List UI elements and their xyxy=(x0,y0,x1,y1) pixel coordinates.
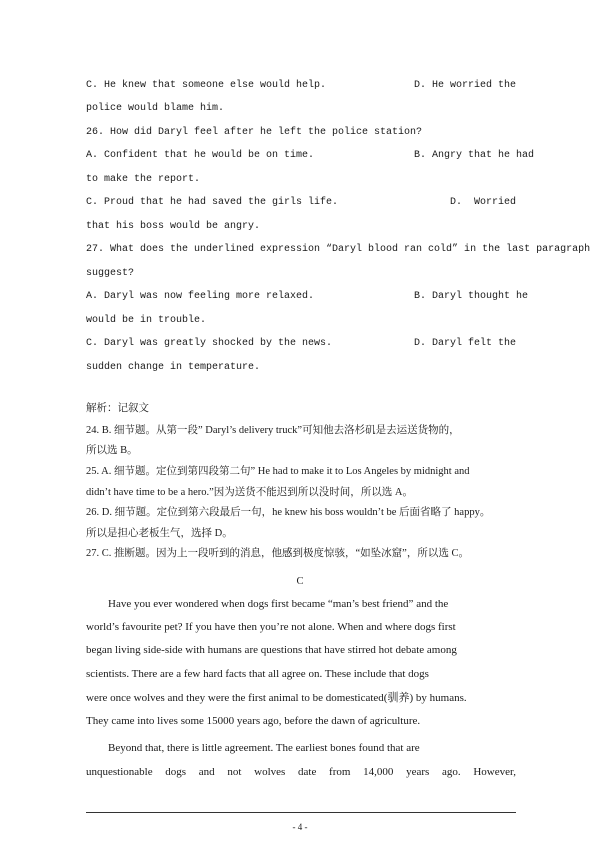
q27-stem: 27. What does the underlined expression “Daryl blood ran cold” in the last paragraph xyxy=(86,244,591,255)
q25-option-d xyxy=(414,79,516,93)
analysis-heading: 解析：记叙文 xyxy=(86,403,149,414)
passage-p1-line5: were once wolves and they were the first animal to be domesticated(驯养) by humans. xyxy=(86,692,467,704)
q27-option-d-part: felt xyxy=(467,338,492,349)
q27-option-d xyxy=(414,337,516,351)
page-number: - 4 - xyxy=(292,822,308,832)
analysis-24-line1: 24. B. 细节题。从第一段” Daryl’s delivery truck”可知他去洛杉矶是去运送货物的， xyxy=(86,425,460,436)
analysis-25-line1: 25. A. 细节题。定位到第四段第二句” He had to make it to Los Angeles by midnight and xyxy=(86,466,470,477)
footer-divider xyxy=(86,812,516,813)
analysis-27-line1: 27. C. 推断题。因为上一段听到的消息，他感到极度惊骇，“如坠冰窟”，所以选 C。 xyxy=(86,548,469,559)
q26-option-d-part: D. xyxy=(450,197,463,208)
passage-p1-line3: began living side-side with humans are questions that have stirred hot debate among xyxy=(86,644,457,656)
q27-option-b-continued: would be in trouble. xyxy=(86,315,207,326)
q26-option-d-continued: that his boss would be angry. xyxy=(86,221,261,232)
q27-option-d-part: D. xyxy=(414,338,427,349)
analysis-25-line2: didn’t have time to be a hero.”因为送货不能迟到所以没时间，所以选 A。 xyxy=(86,487,414,498)
q27-option-c: C. Daryl was greatly shocked by the news. xyxy=(86,338,333,349)
q25-option-d-part: the xyxy=(497,80,516,91)
section-letter: C xyxy=(296,576,304,587)
passage-p2-line1: Beyond that, there is little agreement. The earliest bones found that are xyxy=(108,742,420,754)
q26-option-c: C. Proud that he had saved the girls life. xyxy=(86,197,339,208)
q27-option-d-part: Daryl xyxy=(431,338,462,349)
q26-stem: 26. How did Daryl feel after he left the police station? xyxy=(86,127,423,138)
q27-option-b: B. Daryl thought he xyxy=(414,291,529,302)
q25-option-d-part: He xyxy=(431,80,444,91)
q26-option-b: B. Angry that he had xyxy=(414,150,535,161)
q27-option-d-continued: sudden change in temperature. xyxy=(86,362,261,373)
q27-option-d-part: the xyxy=(497,338,516,349)
q26-option-a: A. Confident that he would be on time. xyxy=(86,150,315,161)
q27-stem-continued: suggest? xyxy=(86,268,135,279)
q26-option-d xyxy=(450,196,516,210)
passage-p1-line2: world’s favourite pet? If you have then you’re not alone. When and where dogs first xyxy=(86,621,456,633)
analysis-26-line1: 26. D. 细节题。定位到第六段最后一句，he knew his boss wouldn’t be 后面省略了 happy。 xyxy=(86,507,491,518)
passage-p2-line2: unquestionable dogs and not wolves date from 14,000 years ago. However, xyxy=(86,766,516,778)
q25-option-d-part: worried xyxy=(449,80,492,91)
passage-p1-line6: They came into lives some 15000 years ago, before the dawn of agriculture. xyxy=(86,715,421,727)
q27-option-a: A. Daryl was now feeling more relaxed. xyxy=(86,291,315,302)
analysis-26-line2: 所以是担心老板生气，选择 D。 xyxy=(86,528,233,539)
q25-option-c: C. He knew that someone else would help. xyxy=(86,80,327,91)
q26-option-d-part: Worried xyxy=(473,197,516,208)
passage-p1-line4: scientists. There are a few hard facts that all agree on. These include that dogs xyxy=(86,668,429,680)
q25-option-d-continued: police would blame him. xyxy=(86,103,225,114)
analysis-24-line2: 所以选 B。 xyxy=(86,445,138,456)
q26-option-b-continued: to make the report. xyxy=(86,174,201,185)
passage-p1-line1: Have you ever wondered when dogs first became “man’s best friend” and the xyxy=(108,598,449,610)
q25-option-d-part: D. xyxy=(414,80,427,91)
